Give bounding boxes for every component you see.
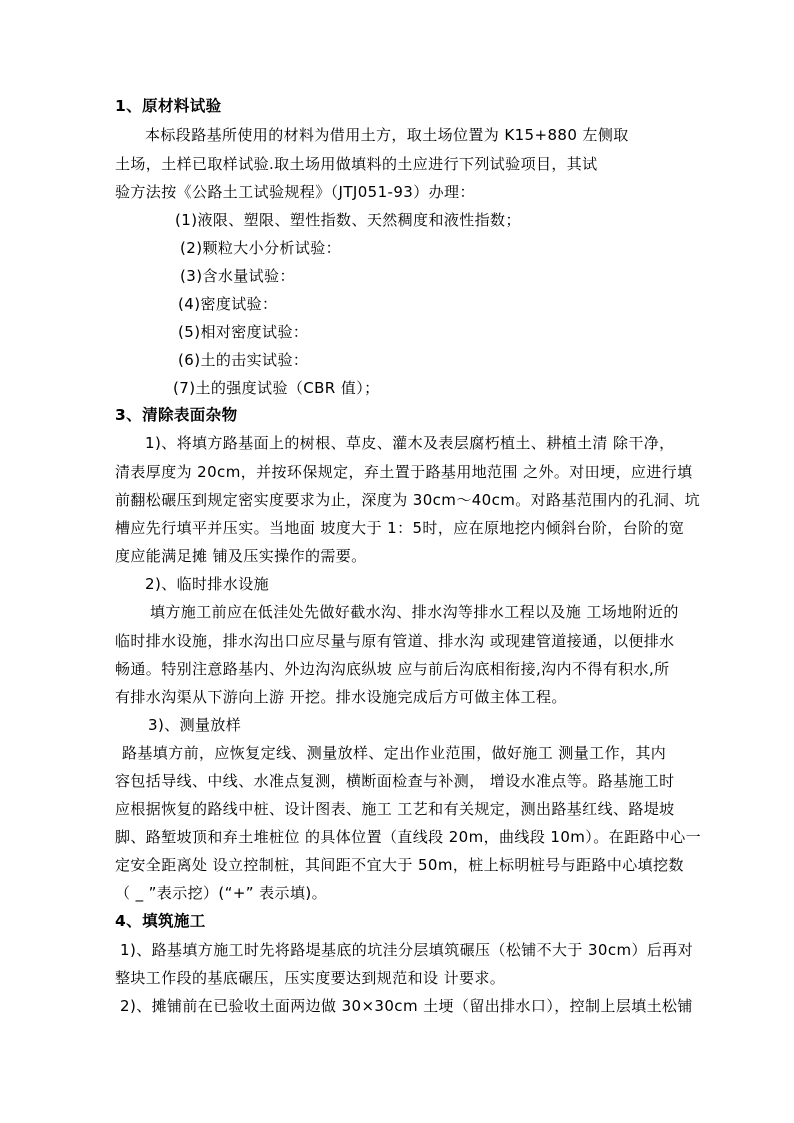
- test-item: (2)颗粒大小分析试验：: [180, 239, 342, 257]
- test-item: (3)含水量试验：: [180, 267, 295, 285]
- paragraph-line: 填方施工前应在低洼处先做好截水沟、排水沟等排水工程以及施 工场地附近的: [150, 603, 679, 621]
- paragraph-line: 清表厚度为 20cm，并按环保规定，弃土置于路基用地范围 之外。对田埂，应进行填: [115, 463, 693, 481]
- paragraph-line: 土场，土样已取样试验.取土场用做填料的土应进行下列试验项目，其试: [115, 155, 598, 173]
- paragraph-line: 验方法按《公路土工试验规程》（JTJ051-93）办理：: [115, 183, 475, 201]
- section-heading-4: 4、填筑施工: [115, 912, 206, 930]
- paragraph-line: 1)、将填方路基面上的树根、草皮、灌木及表层腐朽植土、耕植土清 除干净，: [145, 434, 675, 452]
- paragraph-line: 2)、摊铺前在已验收土面两边做 30×30cm 土埂（留出排水口），控制上层填土松铺: [120, 997, 693, 1015]
- section-heading-3: 3、清除表面杂物: [115, 406, 238, 424]
- test-item: (1)液限、塑限、塑性指数、天然稠度和液性指数；: [175, 211, 521, 229]
- subsection-title: 3)、测量放样: [148, 716, 242, 734]
- paragraph-line: （ _ ”表示挖）(“+” 表示填)。: [115, 884, 327, 902]
- test-item: (5)相对密度试验：: [178, 323, 309, 341]
- paragraph-line: 畅通。特别注意路基内、外边沟沟底纵坡 应与前后沟底相衔接,沟内不得有积水,所: [115, 660, 670, 678]
- paragraph-line: 应根据恢复的路线中桩、设计图表、施工 工艺和有关规定，测出路基红线、路堤坡: [115, 800, 675, 818]
- paragraph-line: 本标段路基所使用的材料为借用土方，取土场位置为 K15+880 左侧取: [145, 126, 629, 144]
- test-item: (7)土的强度试验（CBR 值）；: [173, 379, 380, 397]
- paragraph-line: 临时排水设施，排水沟出口应尽量与原有管道、排水沟 或现建管道接通，以便排水: [115, 632, 675, 650]
- section-heading-1: 1、原材料试验: [115, 97, 222, 115]
- paragraph-line: 前翻松碾压到规定密实度要求为止，深度为 30cm～40cm。对路基范围内的孔洞、坑: [115, 491, 701, 509]
- subsection-title: 2)、临时排水设施: [145, 575, 269, 593]
- paragraph-line: 脚、路堑坡顶和弃土堆桩位 的具体位置（直线段 20m，曲线段 10m）。在距路中心一: [115, 828, 702, 846]
- paragraph-line: 整块工作段的基底碾压，压实度要达到规范和设 计要求。: [115, 969, 506, 987]
- paragraph-line: 定安全距离处 设立控制桩，其间距不宜大于 50m，桩上标明桩号与距路中心填挖数: [115, 856, 684, 874]
- paragraph-line: 有排水沟渠从下游向上游 开挖。排水设施完成后方可做主体工程。: [115, 688, 567, 706]
- paragraph-line: 1)、路基填方施工时先将路堤基底的坑洼分层填筑碾压（松铺不大于 30cm）后再对: [120, 941, 694, 959]
- test-item: (6)土的击实试验：: [178, 351, 309, 369]
- paragraph-line: 槽应先行填平并压实。当地面 坡度大于 1：5时，应在原地挖内倾斜台阶，台阶的宽: [115, 519, 685, 537]
- paragraph-line: 度应能满足摊 铺及压实操作的需要。: [115, 547, 367, 565]
- paragraph-line: 容包括导线、中线、水准点复测，横断面检查与补测， 增设水准点等。路基施工时: [115, 772, 675, 790]
- test-item: (4)密度试验：: [178, 295, 278, 313]
- paragraph-line: 路基填方前，应恢复定线、测量放样、定出作业范围，做好施工 测量工作，其内: [122, 744, 667, 762]
